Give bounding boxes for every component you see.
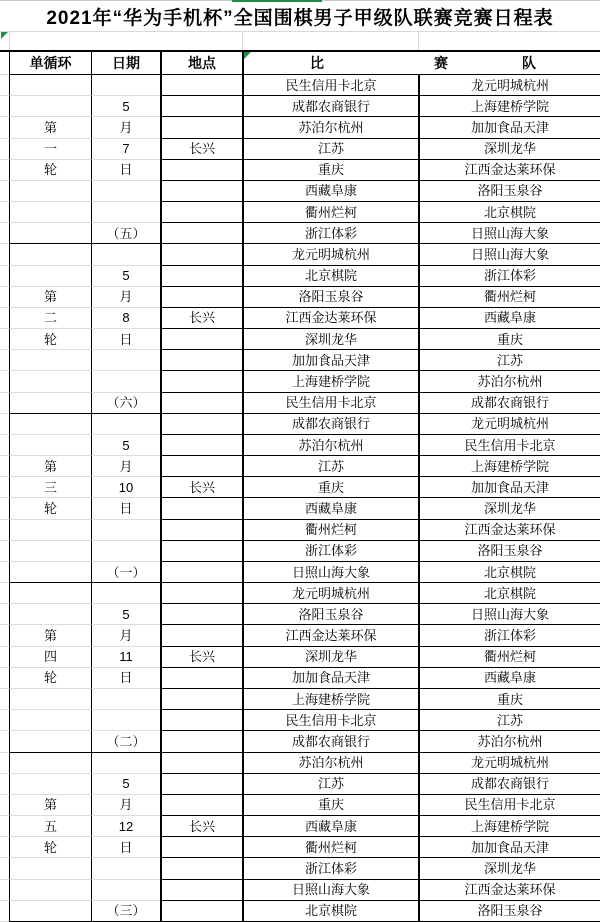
margin-cell[interactable] [0, 710, 9, 731]
home-team-cell[interactable]: 重庆 [242, 795, 418, 816]
margin-cell[interactable] [0, 202, 9, 223]
schedule-row [0, 414, 600, 435]
round-label-cell[interactable]: 四 [9, 647, 91, 668]
away-team-cell[interactable]: 上海建桥学院 [418, 96, 600, 117]
away-team-cell[interactable]: 民生信用卡北京 [418, 435, 600, 456]
venue-cell[interactable] [160, 498, 242, 519]
round-label-cell[interactable] [9, 244, 91, 265]
date-cell[interactable] [91, 244, 160, 265]
away-team-cell[interactable]: 龙元明城杭州 [418, 75, 600, 96]
venue-cell[interactable] [160, 689, 242, 710]
schedule-row [0, 223, 600, 244]
gridline-vertical [418, 31, 419, 50]
schedule-row [0, 520, 600, 541]
date-cell[interactable]: （三） [91, 901, 160, 922]
away-team-cell[interactable]: 日照山海大象 [418, 244, 600, 265]
margin-cell[interactable] [0, 774, 9, 795]
round-label-cell[interactable]: 轮 [9, 498, 91, 519]
away-team-cell[interactable]: 江西金达莱环保 [418, 160, 600, 181]
home-team-cell[interactable]: 江苏 [242, 456, 418, 477]
margin-cell[interactable] [0, 117, 9, 138]
margin-cell[interactable] [0, 837, 9, 858]
venue-cell[interactable] [160, 371, 242, 392]
venue-cell[interactable] [160, 837, 242, 858]
margin-cell[interactable] [0, 541, 9, 562]
date-cell[interactable]: 月 [91, 625, 160, 646]
column-header-round[interactable]: 单循环 [9, 52, 91, 75]
venue-cell[interactable]: 长兴 [160, 647, 242, 668]
venue-cell[interactable] [160, 541, 242, 562]
round-label-cell[interactable] [9, 858, 91, 879]
margin-cell[interactable] [0, 393, 9, 414]
date-cell[interactable]: 月 [91, 795, 160, 816]
round-label-cell[interactable] [9, 583, 91, 604]
schedule-row [0, 731, 600, 752]
date-cell[interactable]: 月 [91, 456, 160, 477]
home-team-cell[interactable]: 成都农商银行 [242, 414, 418, 435]
home-team-cell[interactable]: 上海建桥学院 [242, 371, 418, 392]
schedule-row [0, 710, 600, 731]
schedule-row [0, 816, 600, 837]
venue-cell[interactable] [160, 329, 242, 350]
error-indicator-triangle [1, 32, 8, 39]
home-team-cell[interactable]: 浙江体彩 [242, 858, 418, 879]
away-team-cell[interactable]: 江西金达莱环保 [418, 880, 600, 901]
round-label-cell[interactable]: 二 [9, 308, 91, 329]
date-cell[interactable]: 日 [91, 329, 160, 350]
round-label-cell[interactable]: 五 [9, 816, 91, 837]
home-team-cell[interactable]: 加加食品天津 [242, 350, 418, 371]
away-team-cell[interactable]: 洛阳玉泉谷 [418, 541, 600, 562]
round-label-cell[interactable] [9, 266, 91, 287]
round-label-cell[interactable] [9, 202, 91, 223]
schedule-row [0, 647, 600, 668]
margin-cell[interactable] [0, 583, 9, 604]
gridline-vertical [242, 31, 243, 50]
match-header-char: 赛 [434, 55, 448, 71]
schedule-table [0, 50, 600, 922]
away-team-cell[interactable]: 北京棋院 [418, 562, 600, 583]
date-cell[interactable]: 月 [91, 287, 160, 308]
venue-cell[interactable] [160, 731, 242, 752]
venue-cell[interactable] [160, 710, 242, 731]
margin-cell[interactable] [0, 160, 9, 181]
home-team-cell[interactable]: 衢州烂柯 [242, 520, 418, 541]
venue-cell[interactable] [160, 858, 242, 879]
round-label-cell[interactable]: 第 [9, 625, 91, 646]
away-team-cell[interactable]: 重庆 [418, 329, 600, 350]
date-cell[interactable]: （六） [91, 393, 160, 414]
away-team-cell[interactable]: 上海建桥学院 [418, 456, 600, 477]
date-cell[interactable]: 日 [91, 160, 160, 181]
away-team-cell[interactable]: 成都农商银行 [418, 774, 600, 795]
margin-cell[interactable] [0, 795, 9, 816]
schedule-row [0, 160, 600, 181]
margin-cell[interactable] [0, 858, 9, 879]
column-header-venue[interactable]: 地点 [160, 52, 242, 75]
date-cell[interactable]: 10 [91, 477, 160, 498]
round-label-cell[interactable] [9, 435, 91, 456]
venue-cell[interactable] [160, 562, 242, 583]
date-cell[interactable] [91, 181, 160, 202]
away-team-cell[interactable]: 江西金达莱环保 [418, 520, 600, 541]
away-team-cell[interactable]: 苏泊尔杭州 [418, 731, 600, 752]
away-team-cell[interactable]: 成都农商银行 [418, 393, 600, 414]
match-header-char: 比 [310, 55, 324, 71]
venue-cell[interactable] [160, 117, 242, 138]
away-team-cell[interactable]: 洛阳玉泉谷 [418, 901, 600, 922]
venue-cell[interactable] [160, 75, 242, 96]
home-team-cell[interactable]: 龙元明城杭州 [242, 583, 418, 604]
margin-cell[interactable] [0, 414, 9, 435]
round-label-cell[interactable]: 第 [9, 287, 91, 308]
round-label-cell[interactable] [9, 901, 91, 922]
schedule-row [0, 541, 600, 562]
home-team-cell[interactable]: 衢州烂柯 [242, 837, 418, 858]
margin-cell[interactable] [0, 604, 9, 625]
date-cell[interactable]: 11 [91, 647, 160, 668]
schedule-row [0, 244, 600, 265]
venue-cell[interactable] [160, 774, 242, 795]
date-cell[interactable] [91, 583, 160, 604]
venue-cell[interactable]: 长兴 [160, 477, 242, 498]
away-team-cell[interactable]: 洛阳玉泉谷 [418, 181, 600, 202]
round-label-cell[interactable] [9, 562, 91, 583]
round-label-cell[interactable] [9, 753, 91, 774]
home-team-cell[interactable]: 浙江体彩 [242, 223, 418, 244]
round-label-cell[interactable]: 三 [9, 477, 91, 498]
date-cell[interactable] [91, 858, 160, 879]
venue-cell[interactable] [160, 244, 242, 265]
home-team-cell[interactable]: 北京棋院 [242, 901, 418, 922]
home-team-cell[interactable]: 西藏阜康 [242, 816, 418, 837]
column-header-match[interactable] [242, 52, 600, 75]
away-team-cell[interactable]: 加加食品天津 [418, 117, 600, 138]
schedule-row [0, 456, 600, 477]
schedule-row [0, 393, 600, 414]
date-cell[interactable]: 5 [91, 604, 160, 625]
date-cell[interactable]: 月 [91, 117, 160, 138]
date-cell[interactable] [91, 414, 160, 435]
round-label-cell[interactable] [9, 880, 91, 901]
date-cell[interactable] [91, 689, 160, 710]
margin-cell[interactable] [0, 75, 9, 96]
venue-cell[interactable]: 长兴 [160, 139, 242, 160]
away-team-cell[interactable]: 民生信用卡北京 [418, 795, 600, 816]
home-team-cell[interactable]: 苏泊尔杭州 [242, 117, 418, 138]
venue-cell[interactable] [160, 901, 242, 922]
venue-cell[interactable] [160, 96, 242, 117]
page-title: 2021年“华为手机杯”全国围棋男子甲级队联赛竞赛日程表 [46, 8, 554, 29]
schedule-row [0, 625, 600, 646]
date-cell[interactable]: （一） [91, 562, 160, 583]
margin-cell[interactable] [0, 435, 9, 456]
date-cell[interactable]: （二） [91, 731, 160, 752]
venue-cell[interactable] [160, 625, 242, 646]
date-cell[interactable] [91, 520, 160, 541]
home-team-cell[interactable]: 洛阳玉泉谷 [242, 287, 418, 308]
schedule-row [0, 668, 600, 689]
schedule-row [0, 604, 600, 625]
margin-cell[interactable] [0, 456, 9, 477]
venue-cell[interactable] [160, 753, 242, 774]
margin-cell[interactable] [0, 647, 9, 668]
round-label-cell[interactable]: 一 [9, 139, 91, 160]
match-header-char: 队 [522, 55, 536, 71]
date-cell[interactable] [91, 75, 160, 96]
venue-cell[interactable] [160, 266, 242, 287]
home-team-cell[interactable]: 重庆 [242, 160, 418, 181]
margin-cell[interactable] [0, 731, 9, 752]
home-team-cell[interactable]: 重庆 [242, 477, 418, 498]
round-label-cell[interactable] [9, 393, 91, 414]
margin-cell[interactable] [0, 816, 9, 837]
round-label-cell[interactable] [9, 731, 91, 752]
margin-cell[interactable] [0, 244, 9, 265]
margin-cell[interactable] [0, 287, 9, 308]
date-cell[interactable] [91, 710, 160, 731]
margin-cell[interactable] [0, 181, 9, 202]
away-team-cell[interactable]: 龙元明城杭州 [418, 753, 600, 774]
schedule-row [0, 858, 600, 879]
away-team-cell[interactable]: 北京棋院 [418, 202, 600, 223]
schedule-row [0, 75, 600, 96]
away-team-cell[interactable]: 衢州烂柯 [418, 287, 600, 308]
away-team-cell[interactable]: 深圳龙华 [418, 139, 600, 160]
table-header-row [0, 50, 600, 75]
away-team-cell[interactable]: 重庆 [418, 689, 600, 710]
round-label-cell[interactable]: 轮 [9, 837, 91, 858]
date-cell[interactable] [91, 880, 160, 901]
schedule-row [0, 117, 600, 138]
away-team-cell[interactable]: 江苏 [418, 350, 600, 371]
schedule-row [0, 477, 600, 498]
home-team-cell[interactable]: 民生信用卡北京 [242, 75, 418, 96]
away-team-cell[interactable]: 苏泊尔杭州 [418, 371, 600, 392]
margin-cell[interactable] [0, 223, 9, 244]
date-cell[interactable]: 12 [91, 816, 160, 837]
away-team-cell[interactable]: 衢州烂柯 [418, 647, 600, 668]
margin-cell[interactable] [0, 329, 9, 350]
home-team-cell[interactable]: 民生信用卡北京 [242, 393, 418, 414]
home-team-cell[interactable]: 江苏 [242, 139, 418, 160]
date-cell[interactable]: 5 [91, 96, 160, 117]
schedule-row [0, 753, 600, 774]
round-label-cell[interactable]: 第 [9, 456, 91, 477]
schedule-row [0, 880, 600, 901]
schedule-row [0, 837, 600, 858]
home-team-cell[interactable]: 成都农商银行 [242, 96, 418, 117]
margin-cell[interactable] [0, 371, 9, 392]
home-team-cell[interactable]: 深圳龙华 [242, 647, 418, 668]
margin-cell[interactable] [0, 880, 9, 901]
home-team-cell[interactable]: 成都农商银行 [242, 731, 418, 752]
date-cell[interactable]: 日 [91, 837, 160, 858]
margin-cell[interactable] [0, 477, 9, 498]
away-team-cell[interactable]: 龙元明城杭州 [418, 414, 600, 435]
away-team-cell[interactable]: 日照山海大象 [418, 604, 600, 625]
venue-cell[interactable] [160, 520, 242, 541]
home-team-cell[interactable]: 江西金达莱环保 [242, 625, 418, 646]
venue-cell[interactable] [160, 880, 242, 901]
venue-cell[interactable] [160, 456, 242, 477]
away-team-cell[interactable]: 浙江体彩 [418, 266, 600, 287]
margin-cell[interactable] [0, 350, 9, 371]
schedule-row [0, 96, 600, 117]
away-team-cell[interactable]: 浙江体彩 [418, 625, 600, 646]
margin-cell[interactable] [0, 901, 9, 922]
venue-cell[interactable] [160, 668, 242, 689]
date-cell[interactable]: 日 [91, 498, 160, 519]
date-cell[interactable] [91, 541, 160, 562]
date-cell[interactable]: 8 [91, 308, 160, 329]
schedule-row [0, 350, 600, 371]
date-cell[interactable]: （五） [91, 223, 160, 244]
venue-cell[interactable] [160, 583, 242, 604]
schedule-row [0, 498, 600, 519]
schedule-row [0, 266, 600, 287]
round-label-cell[interactable] [9, 371, 91, 392]
schedule-row [0, 139, 600, 160]
home-team-cell[interactable]: 江苏 [242, 774, 418, 795]
home-team-cell[interactable]: 苏泊尔杭州 [242, 435, 418, 456]
venue-cell[interactable] [160, 160, 242, 181]
home-team-cell[interactable]: 民生信用卡北京 [242, 710, 418, 731]
margin-cell[interactable] [0, 139, 9, 160]
home-team-cell[interactable]: 深圳龙华 [242, 329, 418, 350]
schedule-row [0, 562, 600, 583]
round-label-cell[interactable] [9, 541, 91, 562]
venue-cell[interactable] [160, 287, 242, 308]
schedule-row [0, 435, 600, 456]
venue-cell[interactable]: 长兴 [160, 308, 242, 329]
margin-cell[interactable] [0, 625, 9, 646]
gridline-vertical [9, 31, 10, 50]
schedule-row [0, 308, 600, 329]
round-label-cell[interactable] [9, 75, 91, 96]
home-team-cell[interactable]: 西藏阜康 [242, 498, 418, 519]
venue-cell[interactable] [160, 604, 242, 625]
home-team-cell[interactable]: 北京棋院 [242, 266, 418, 287]
home-team-cell[interactable]: 苏泊尔杭州 [242, 753, 418, 774]
away-team-cell[interactable]: 上海建桥学院 [418, 816, 600, 837]
round-label-cell[interactable] [9, 689, 91, 710]
away-team-cell[interactable]: 加加食品天津 [418, 477, 600, 498]
round-label-cell[interactable] [9, 181, 91, 202]
round-label-cell[interactable]: 轮 [9, 329, 91, 350]
home-team-cell[interactable]: 龙元明城杭州 [242, 244, 418, 265]
home-team-cell[interactable]: 江西金达莱环保 [242, 308, 418, 329]
margin-cell[interactable] [0, 308, 9, 329]
round-label-cell[interactable] [9, 710, 91, 731]
venue-cell[interactable] [160, 414, 242, 435]
home-team-cell[interactable]: 浙江体彩 [242, 541, 418, 562]
venue-cell[interactable] [160, 350, 242, 371]
date-cell[interactable] [91, 202, 160, 223]
round-label-cell[interactable] [9, 223, 91, 244]
away-team-cell[interactable]: 加加食品天津 [418, 837, 600, 858]
round-label-cell[interactable] [9, 350, 91, 371]
round-label-cell[interactable]: 第 [9, 795, 91, 816]
round-label-cell[interactable] [9, 774, 91, 795]
home-team-cell[interactable]: 日照山海大象 [242, 880, 418, 901]
round-label-cell[interactable]: 轮 [9, 668, 91, 689]
venue-cell[interactable]: 长兴 [160, 816, 242, 837]
home-team-cell[interactable]: 洛阳玉泉谷 [242, 604, 418, 625]
venue-cell[interactable] [160, 435, 242, 456]
schedule-row [0, 583, 600, 604]
date-cell[interactable] [91, 371, 160, 392]
schedule-row [0, 901, 600, 922]
date-cell[interactable] [91, 753, 160, 774]
margin-cell[interactable] [0, 753, 9, 774]
margin-cell[interactable] [0, 689, 9, 710]
date-cell[interactable]: 日 [91, 668, 160, 689]
venue-cell[interactable] [160, 795, 242, 816]
margin-cell[interactable] [0, 562, 9, 583]
home-team-cell[interactable]: 上海建桥学院 [242, 689, 418, 710]
date-cell[interactable]: 5 [91, 266, 160, 287]
schedule-row [0, 329, 600, 350]
date-cell[interactable]: 5 [91, 435, 160, 456]
column-header-date[interactable]: 日期 [91, 52, 160, 75]
schedule-row [0, 202, 600, 223]
away-team-cell[interactable]: 江苏 [418, 710, 600, 731]
round-label-cell[interactable] [9, 520, 91, 541]
round-label-cell[interactable] [9, 414, 91, 435]
round-label-cell[interactable] [9, 96, 91, 117]
schedule-row [0, 795, 600, 816]
schedule-row [0, 774, 600, 795]
margin-cell[interactable] [0, 52, 9, 75]
margin-cell[interactable] [0, 498, 9, 519]
away-team-cell[interactable]: 深圳龙华 [418, 858, 600, 879]
round-label-cell[interactable] [9, 604, 91, 625]
schedule-row [0, 689, 600, 710]
away-team-cell[interactable]: 日照山海大象 [418, 223, 600, 244]
away-team-cell[interactable]: 西藏阜康 [418, 308, 600, 329]
round-label-cell[interactable]: 第 [9, 117, 91, 138]
venue-cell[interactable] [160, 393, 242, 414]
venue-cell[interactable] [160, 202, 242, 223]
date-cell[interactable]: 5 [91, 774, 160, 795]
home-team-cell[interactable]: 西藏阜康 [242, 181, 418, 202]
venue-cell[interactable] [160, 181, 242, 202]
margin-cell[interactable] [0, 266, 9, 287]
round-label-cell[interactable]: 轮 [9, 160, 91, 181]
away-team-cell[interactable]: 西藏阜康 [418, 668, 600, 689]
home-team-cell[interactable]: 加加食品天津 [242, 668, 418, 689]
home-team-cell[interactable]: 日照山海大象 [242, 562, 418, 583]
venue-cell[interactable] [160, 223, 242, 244]
schedule-row [0, 181, 600, 202]
home-team-cell[interactable]: 衢州烂柯 [242, 202, 418, 223]
sheet-title-cell[interactable] [0, 2, 600, 32]
away-team-cell[interactable]: 深圳龙华 [418, 498, 600, 519]
margin-cell[interactable] [0, 520, 9, 541]
schedule-row [0, 287, 600, 308]
away-team-cell[interactable]: 北京棋院 [418, 583, 600, 604]
margin-cell[interactable] [0, 96, 9, 117]
date-cell[interactable]: 7 [91, 139, 160, 160]
date-cell[interactable] [91, 350, 160, 371]
schedule-row [0, 371, 600, 392]
margin-cell[interactable] [0, 668, 9, 689]
